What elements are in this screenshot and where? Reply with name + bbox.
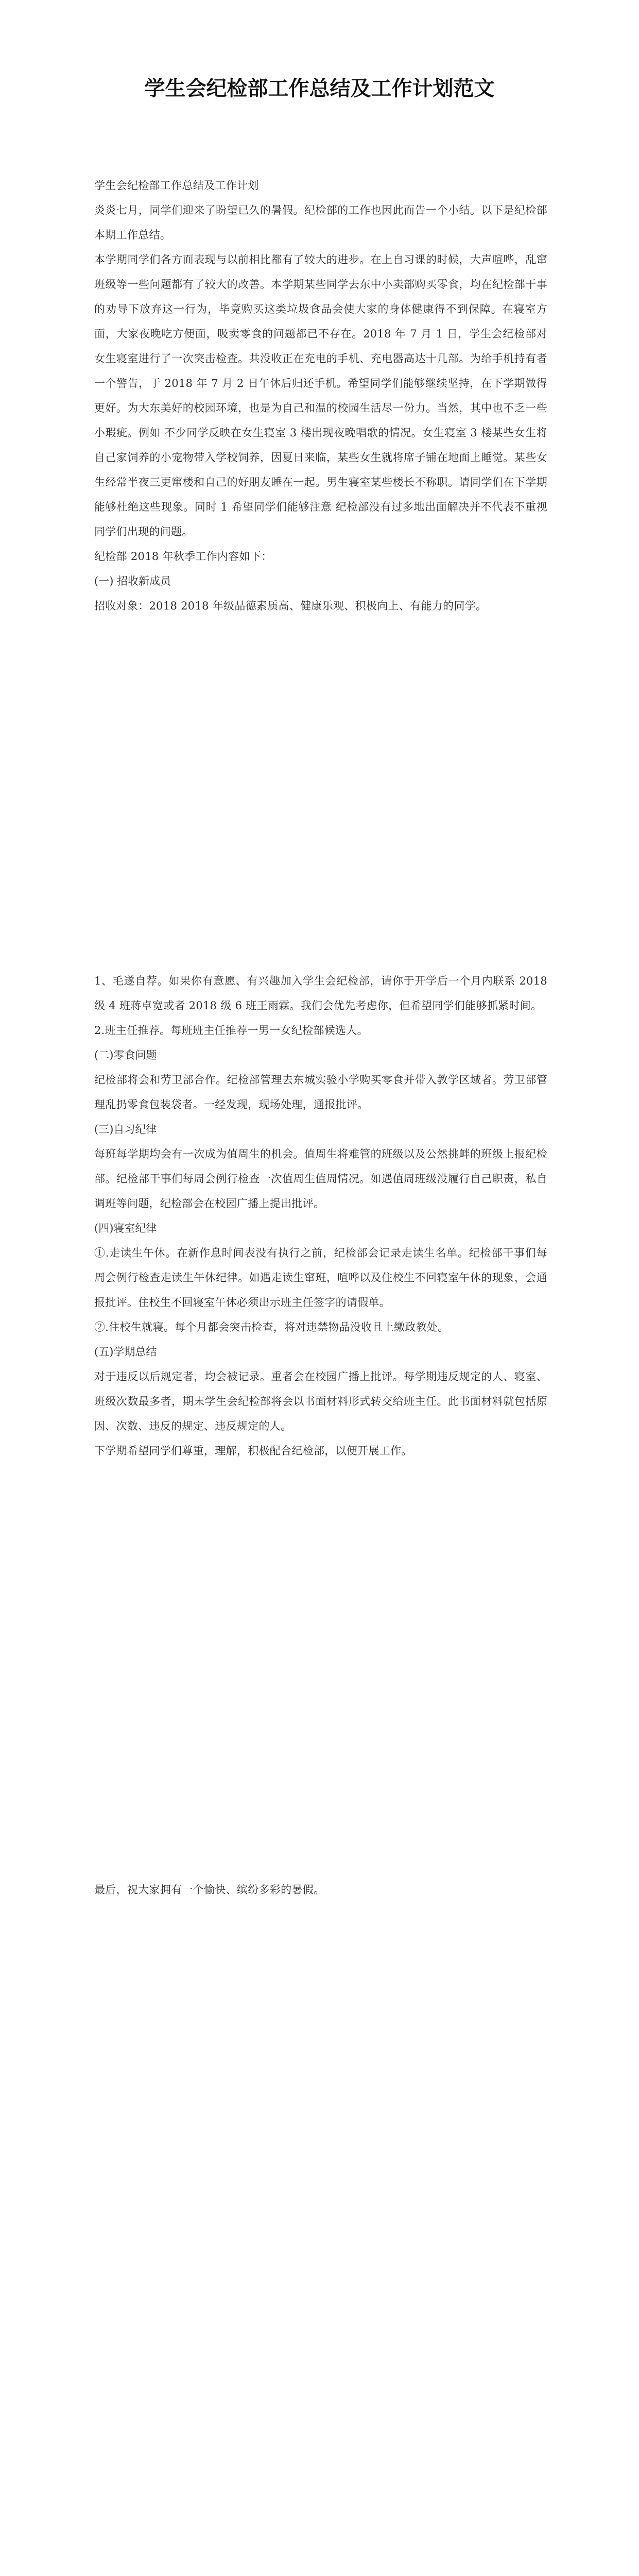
heading-self-study: (三)自习纪律 xyxy=(94,1123,157,1136)
plan-intro: 纪检部 2018 年秋季工作内容如下： xyxy=(94,550,272,563)
intro-paragraph: 炎炎七月，同学们迎来了盼望已久的暑假。纪检部的工作也因此而告一个小结。以下是纪检部本期工作总结。 xyxy=(94,204,547,241)
next-term-paragraph: 下学期希望同学们尊重，理解，积极配合纪检部，以便开展工作。 xyxy=(94,1445,412,1457)
heading-snacks: (二)零食问题 xyxy=(94,1049,157,1061)
page-title: 学生会纪检部工作总结及工作计划范文 xyxy=(144,77,495,100)
dorm-nap-paragraph: ①.走读生午休。在新作息时间表没有执行之前，纪检部会记录走读生名单。纪检部干事们每周会例行检查走读生午休纪律。如遇走读生窜班，喧哗以及住校生不回寝室午休的现象，会通报批评。住校生不回寝室午休必须出示班主任签字的请假单。 xyxy=(94,1247,547,1309)
dorm-bedtime-paragraph: ②.住校生就寝。每个月都会突击检查，将对违禁物品没收且上缴政教处。 xyxy=(94,1321,449,1333)
section-plan xyxy=(94,969,547,1463)
heading-recruit: (一) 招收新成员 xyxy=(94,575,171,587)
closing-paragraph: 最后，祝大家拥有一个愉快、缤纷多彩的暑假。 xyxy=(94,1884,325,1896)
section-intro xyxy=(94,173,547,618)
snacks-paragraph: 纪检部将会和劳卫部合作。纪检部管理去东城实验小学购买零食并带入教学区域者。劳卫部管理乱扔零食包装袋者。一经发现，现场处理，通报批评。 xyxy=(94,1074,547,1111)
recruit-teacher-recommend: 2.班主任推荐。每班班主任推荐一男一女纪检部候选人。 xyxy=(94,1024,368,1037)
summary-paragraph: 本学期同学们各方面表现与以前相比都有了较大的进步。在上自习课的时候，大声喧哗，乱窜班级等一些问题都有了较大的改善。本学期某些同学去东中小卖部购买零食，均在纪检部干事的劝导下放弃这一行为，毕竟购买这类垃圾食品会使大家的身体健康得不到保障。在寝室方面，大家夜晚吃方便面，吸卖零食的问题都已不存在。2018 年 7 月 1 日，学生会纪检部对女生寝室进行了一次突击检查。共没收正在充电的手机、充电器高达十几部。为给手机持有者一个警告，于 2018 年 7 月 2 日午休后归还手机。希望同学们能够继续坚持，在下学期做得更好。为大东美好的校园环境，也是为自己和温的校园生活尽一份力。当然，其中也不乏一些小瑕疵。例如 不少同学反映在女生寝室 3 楼出现夜晚唱歌的情况。女生寝室 3 楼某些女生将自己家饲养的小宠物带入学校饲养，因夏日来临，某些女生就将席子铺在地面上睡觉。某些女生经常半夜三更窜楼和自己的好朋友睡在一起。男生寝室某些楼长不称职。请同学们在下学期能够杜绝这些现象。同时 1 希望同学们能够注意 纪检部没有过多地出面解决并不代表不重视同学们出现的问题。 xyxy=(94,253,547,538)
recruit-self-recommend: 1、毛遂自荐。如果你有意愿、有兴趣加入学生会纪检部，请你于开学后一个月内联系 2018 级 4 班蒋卓宽或者 2018 级 6 班王雨霖。我们会优先考虑你，但希望同学们能够抓紧时间。 xyxy=(94,975,547,1012)
heading-term-summary: (五)学期总结 xyxy=(94,1346,157,1358)
section-closing xyxy=(94,1877,547,1902)
term-summary-paragraph: 对于违反以后规定者，均会被记录。重者会在校园广播上批评。每学期违反规定的人、寝室、班级次数最多者，期末学生会纪检部将会以书面材料形式转交给班主任。此书面材料就包括原因、次数、违反的规定、违反规定的人。 xyxy=(94,1370,547,1432)
self-study-paragraph: 每班每学期均会有一次成为值周生的机会。值周生将难管的班级以及公然挑衅的班级上报纪检部。纪检部干事们每周会例行检查一次值周生值周情况。如遇值周班级没履行自己职责，私自调班等问题，纪检部会在校园广播上提出批评。 xyxy=(94,1148,547,1210)
heading-dorm: (四)寝室纪律 xyxy=(94,1222,157,1234)
subtitle: 学生会纪检部工作总结及工作计划 xyxy=(94,179,259,192)
recruit-target: 招收对象：2018 2018 年级品德素质高、健康乐观、积极向上、有能力的同学。 xyxy=(94,600,487,612)
